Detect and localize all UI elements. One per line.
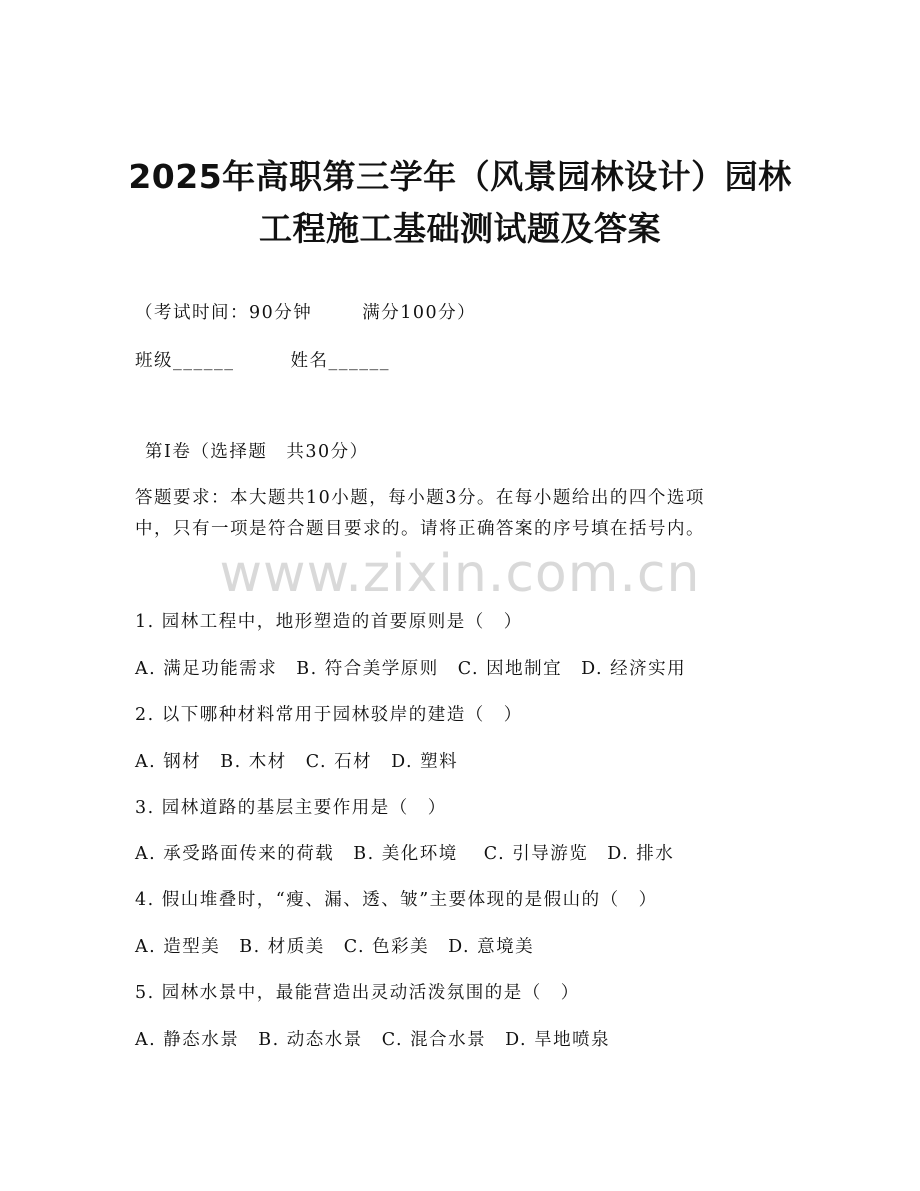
question-options: A. 承受路面传来的荷载 B. 美化环境 C. 引导游览 D. 排水 (135, 844, 675, 864)
question-stem: 1. 园林工程中，地形塑造的首要原则是（ ） (135, 612, 523, 632)
question-stem: 5. 园林水景中，最能营造出灵动活泼氛围的是（ ） (135, 983, 580, 1003)
question-stem: 4. 假山堆叠时，“瘦、漏、透、皱”主要体现的是假山的（ ） (135, 890, 658, 910)
student-info-row (135, 353, 390, 371)
exam-info-row (135, 305, 476, 323)
exam-time: （考试时间：90分钟 (135, 303, 313, 323)
page-title-line-1: 2025年高职第三学年（风景园林设计）园林 (128, 157, 792, 196)
question-options: A. 造型美 B. 材质美 C. 色彩美 D. 意境美 (135, 937, 535, 957)
section-heading: 第Ⅰ卷（选择题 共30分） (145, 442, 369, 462)
full-score: 满分100分） (362, 303, 477, 323)
question-stem: 3. 园林道路的基层主要作用是（ ） (135, 798, 447, 818)
instructions-line-1: 答题要求：本大题共10小题，每小题3分。在每小题给出的四个选项 (135, 488, 705, 508)
instructions-line-2: 中，只有一项是符合题目要求的。请将正确答案的序号填在括号内。 (135, 519, 705, 539)
class-field[interactable]: 班级______ (135, 351, 235, 371)
name-field[interactable]: 姓名______ (290, 351, 390, 371)
question-options: A. 静态水景 B. 动态水景 C. 混合水景 D. 旱地喷泉 (135, 1030, 611, 1050)
question-stem: 2. 以下哪种材料常用于园林驳岸的建造（ ） (135, 705, 523, 725)
question-options: A. 满足功能需求 B. 符合美学原则 C. 因地制宜 D. 经济实用 (135, 659, 687, 679)
watermark: www.zixin.com.cn (219, 544, 701, 604)
page-title-line-2: 工程施工基础测试题及答案 (259, 209, 661, 248)
question-options: A. 钢材 B. 木材 C. 石材 D. 塑料 (135, 752, 459, 772)
